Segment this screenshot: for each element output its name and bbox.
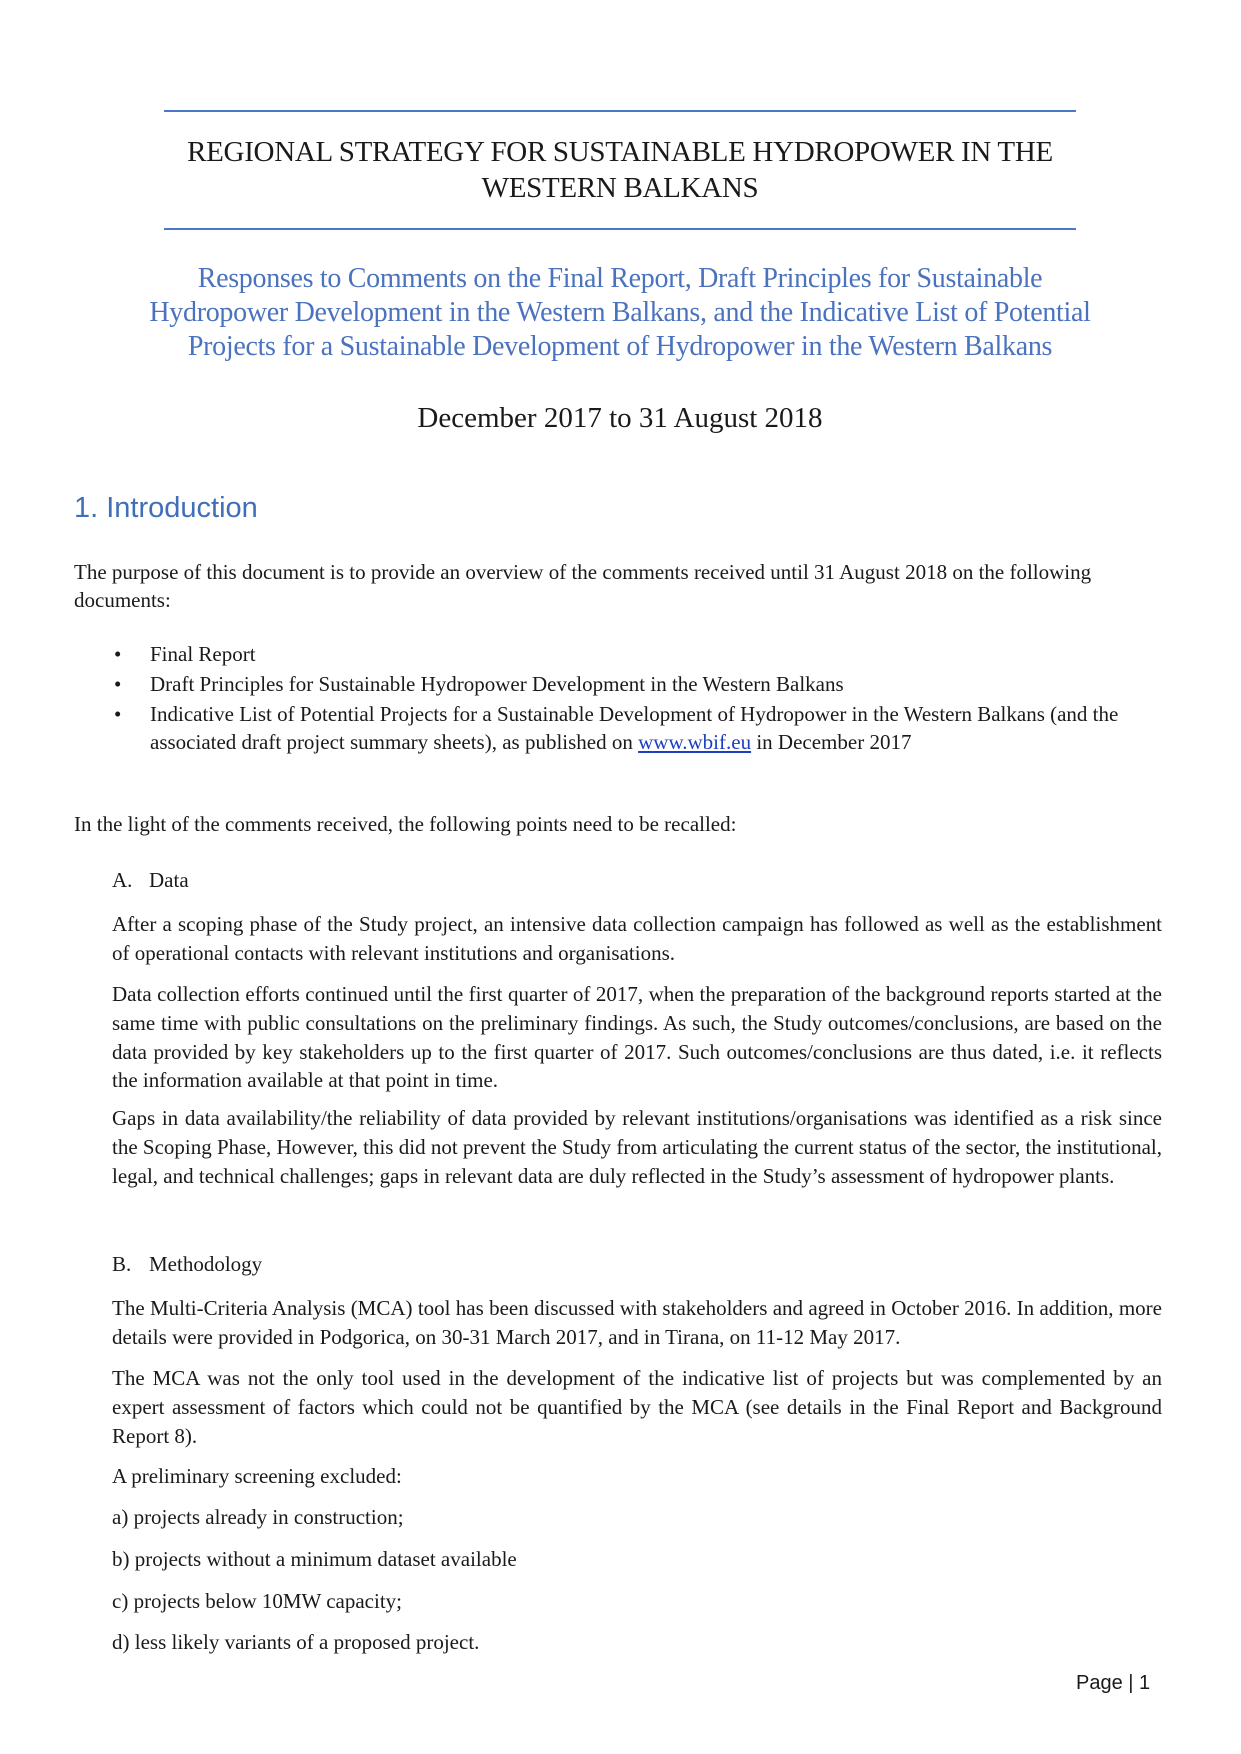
- data-paragraph-2: Data collection efforts continued until the first quarter of 2017, when the preparation of the background reports started at the same time with public consultations on the preliminary findings. As such, the Study outcomes/conclusions, are based on the data provided by key stakeholders up to the first quarter of 2017. Such outcomes/conclusions are thus dated, i.e. it reflects the information available at that point in time.: [112, 982, 1162, 1093]
- list-item-text: Final Report: [150, 642, 256, 666]
- wbif-link[interactable]: www.wbif.eu: [638, 730, 752, 754]
- list-item: [114, 670, 1150, 698]
- document-title: [140, 134, 1100, 206]
- list-item: [114, 640, 1150, 668]
- subsection-heading-methodology: [112, 1250, 262, 1278]
- document-title-line-1: REGIONAL STRATEGY FOR SUSTAINABLE HYDROPOWER IN THE: [187, 136, 1053, 168]
- list-item: [114, 700, 1150, 756]
- section-heading-introduction: 1. Introduction: [74, 492, 258, 524]
- page-number: Page | 1: [1076, 1672, 1151, 1694]
- document-subtitle-line-1: Responses to Comments on the Final Report, Draft Principles for Sustainable: [197, 263, 1043, 294]
- list-item-text-after-link: in December 2017: [751, 730, 912, 754]
- screening-item: b) projects without a minimum dataset available: [112, 1547, 517, 1571]
- title-rule-top: [164, 110, 1076, 112]
- subsection-title: Data: [149, 868, 189, 892]
- recall-paragraph: In the light of the comments received, the following points need to be recalled:: [74, 812, 737, 836]
- purpose-paragraph: The purpose of this document is to provide an overview of the comments received until 31 August 2018 on the following documents:: [74, 560, 1092, 612]
- data-paragraph-3: Gaps in data availability/the reliability of data provided by relevant institutions/organisations was identified as a risk since the Scoping Phase, However, this did not prevent the Study from articulating the current status of the sector, the institutional, legal, and technical challenges; gaps in relevant data are duly reflected in the Study’s assessment of hydropower plants.: [112, 1106, 1162, 1188]
- date-range: December 2017 to 31 August 2018: [417, 402, 823, 434]
- list-item-text-before-link: Indicative List of Potential Projects for a Sustainable Development of Hydropower in the Western Balkans (and the associated draft project summary sheets), as published on: [150, 702, 1119, 754]
- document-subtitle-line-3: Projects for a Sustainable Development of Hydropower in the Western Balkans: [187, 331, 1053, 362]
- document-subtitle: [100, 262, 1140, 364]
- screening-item: c) projects below 10MW capacity;: [112, 1589, 403, 1613]
- bullet-icon: •: [114, 642, 122, 666]
- screening-intro: A preliminary screening excluded:: [112, 1464, 402, 1488]
- subsection-heading-data: [112, 866, 189, 894]
- subsection-title: Methodology: [149, 1252, 263, 1276]
- data-paragraph-1: After a scoping phase of the Study project, an intensive data collection campaign has followed as well as the establishment of operational contacts with relevant institutions and organisations.: [112, 912, 1162, 965]
- document-title-line-2: WESTERN BALKANS: [481, 172, 759, 204]
- subsection-letter: B.: [112, 1252, 132, 1276]
- title-rule-bottom: [164, 228, 1076, 230]
- bullet-icon: •: [114, 702, 122, 726]
- screening-item: a) projects already in construction;: [112, 1505, 404, 1529]
- screening-item: d) less likely variants of a proposed project.: [112, 1630, 480, 1654]
- document-list: [114, 640, 1150, 758]
- document-subtitle-line-2: Hydropower Development in the Western Balkans, and the Indicative List of Potential: [149, 297, 1091, 328]
- methodology-paragraph-1: The Multi-Criteria Analysis (MCA) tool has been discussed with stakeholders and agreed in October 2016. In addition, more details were provided in Podgorica, on 30-31 March 2017, and in Tirana, on 11-12 May 2017.: [112, 1296, 1162, 1349]
- list-item-text: Draft Principles for Sustainable Hydropower Development in the Western Balkans: [150, 672, 844, 696]
- bullet-icon: •: [114, 672, 122, 696]
- subsection-letter: A.: [112, 868, 133, 892]
- methodology-paragraph-2: The MCA was not the only tool used in the development of the indicative list of projects but was complemented by an expert assessment of factors which could not be quantified by the MCA (see details in the Final Report and Background Report 8).: [112, 1366, 1162, 1448]
